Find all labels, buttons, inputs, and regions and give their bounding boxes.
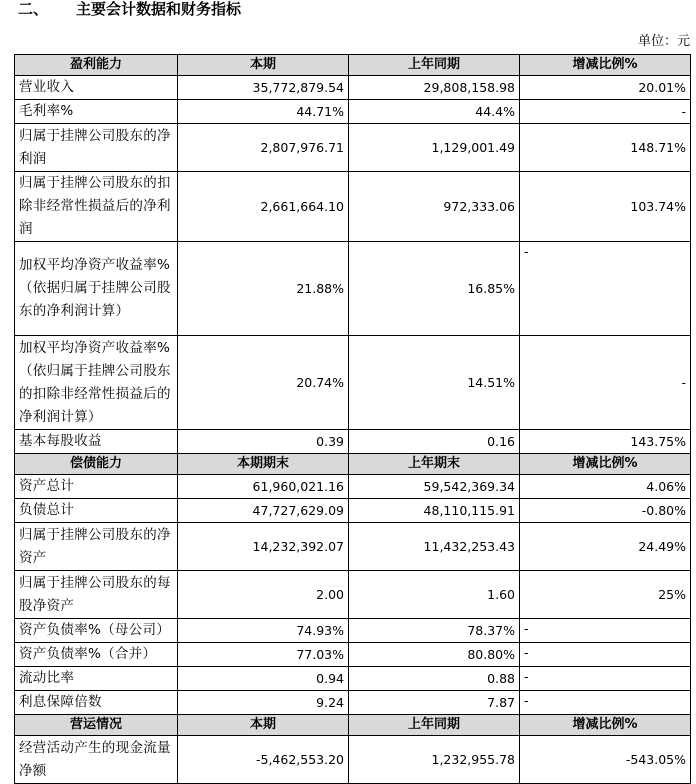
- table-row: [15, 499, 691, 523]
- change-value: -: [520, 242, 691, 336]
- change-value: -: [520, 691, 691, 715]
- current-value: 20.74%: [178, 336, 349, 430]
- current-value: 2,807,976.71: [178, 124, 349, 172]
- header-cell: 增减比例%: [520, 454, 691, 475]
- header-cell: 营运情况: [15, 715, 178, 736]
- prior-value: 29,808,158.98: [349, 76, 520, 100]
- prior-value: 48,110,115.91: [349, 499, 520, 523]
- header-row-solvency: [15, 454, 691, 475]
- current-value: -5,462,553.20: [178, 736, 349, 784]
- unit-label: 单位：元: [637, 34, 690, 49]
- row-label: 加权平均净资产收益率%（依归属于挂牌公司股东的扣除非经常性损益后的净利润计算）: [15, 336, 178, 430]
- financial-table: [14, 54, 691, 784]
- table-row: [15, 242, 691, 336]
- table-row: [15, 571, 691, 619]
- change-value: -: [520, 336, 691, 430]
- table-row: [15, 643, 691, 667]
- row-label: 经营活动产生的现金流量净额: [15, 736, 178, 784]
- prior-value: 1,232,955.78: [349, 736, 520, 784]
- change-value: 24.49%: [520, 523, 691, 571]
- current-value: 44.71%: [178, 100, 349, 124]
- prior-value: 1,129,001.49: [349, 124, 520, 172]
- table-row: [15, 736, 691, 784]
- section-title: 主要会计数据和财务指标: [76, 0, 242, 18]
- table-row: [15, 619, 691, 643]
- row-label: 营业收入: [15, 76, 178, 100]
- table-row: [15, 475, 691, 499]
- header-cell: 上年同期: [349, 715, 520, 736]
- change-value: 148.71%: [520, 124, 691, 172]
- change-value: -: [520, 667, 691, 691]
- header-cell: 上年期末: [349, 454, 520, 475]
- prior-value: 0.16: [349, 430, 520, 454]
- prior-value: 14.51%: [349, 336, 520, 430]
- section-number: 二、: [18, 0, 49, 18]
- change-value: -: [520, 619, 691, 643]
- table-row: [15, 124, 691, 172]
- row-label: 归属于挂牌公司股东的净利润: [15, 124, 178, 172]
- change-value: 4.06%: [520, 475, 691, 499]
- header-cell: 本期期末: [178, 454, 349, 475]
- row-label: 利息保障倍数: [15, 691, 178, 715]
- row-label: 毛利率%: [15, 100, 178, 124]
- table-row: [15, 430, 691, 454]
- table-row: [15, 691, 691, 715]
- header-row-profitability: [15, 55, 691, 76]
- row-label: 基本每股收益: [15, 430, 178, 454]
- table-row: [15, 172, 691, 242]
- prior-value: 16.85%: [349, 242, 520, 336]
- current-value: 61,960,021.16: [178, 475, 349, 499]
- change-value: 20.01%: [520, 76, 691, 100]
- current-value: 21.88%: [178, 242, 349, 336]
- change-value: 25%: [520, 571, 691, 619]
- current-value: 77.03%: [178, 643, 349, 667]
- change-value: -543.05%: [520, 736, 691, 784]
- row-label: 归属于挂牌公司股东的每股净资产: [15, 571, 178, 619]
- header-cell: 增减比例%: [520, 715, 691, 736]
- prior-value: 80.80%: [349, 643, 520, 667]
- change-value: -0.80%: [520, 499, 691, 523]
- row-label: 加权平均净资产收益率%（依据归属于挂牌公司股东的净利润计算）: [15, 242, 178, 336]
- current-value: 35,772,879.54: [178, 76, 349, 100]
- header-row-operations: [15, 715, 691, 736]
- current-value: 47,727,629.09: [178, 499, 349, 523]
- current-value: 2,661,664.10: [178, 172, 349, 242]
- prior-value: 1.60: [349, 571, 520, 619]
- current-value: 0.94: [178, 667, 349, 691]
- table-row: [15, 100, 691, 124]
- table-row: [15, 523, 691, 571]
- change-value: 103.74%: [520, 172, 691, 242]
- row-label: 负债总计: [15, 499, 178, 523]
- row-label: 归属于挂牌公司股东的净资产: [15, 523, 178, 571]
- header-cell: 上年同期: [349, 55, 520, 76]
- row-label: 流动比率: [15, 667, 178, 691]
- change-value: -: [520, 100, 691, 124]
- row-label: 资产负债率%（合并）: [15, 643, 178, 667]
- current-value: 14,232,392.07: [178, 523, 349, 571]
- table-row: [15, 667, 691, 691]
- current-value: 2.00: [178, 571, 349, 619]
- table-row: [15, 76, 691, 100]
- prior-value: 78.37%: [349, 619, 520, 643]
- header-cell: 本期: [178, 55, 349, 76]
- prior-value: 44.4%: [349, 100, 520, 124]
- prior-value: 0.88: [349, 667, 520, 691]
- row-label: 资产总计: [15, 475, 178, 499]
- current-value: 74.93%: [178, 619, 349, 643]
- header-cell: 盈利能力: [15, 55, 178, 76]
- header-cell: 增减比例%: [520, 55, 691, 76]
- table-row: [15, 336, 691, 430]
- current-value: 9.24: [178, 691, 349, 715]
- section-heading: [18, 0, 241, 18]
- row-label: 归属于挂牌公司股东的扣除非经常性损益后的净利润: [15, 172, 178, 242]
- header-cell: 偿债能力: [15, 454, 178, 475]
- change-value: 143.75%: [520, 430, 691, 454]
- header-cell: 本期: [178, 715, 349, 736]
- current-value: 0.39: [178, 430, 349, 454]
- prior-value: 972,333.06: [349, 172, 520, 242]
- prior-value: 59,542,369.34: [349, 475, 520, 499]
- row-label: 资产负债率%（母公司）: [15, 619, 178, 643]
- change-value: -: [520, 643, 691, 667]
- prior-value: 11,432,253.43: [349, 523, 520, 571]
- prior-value: 7.87: [349, 691, 520, 715]
